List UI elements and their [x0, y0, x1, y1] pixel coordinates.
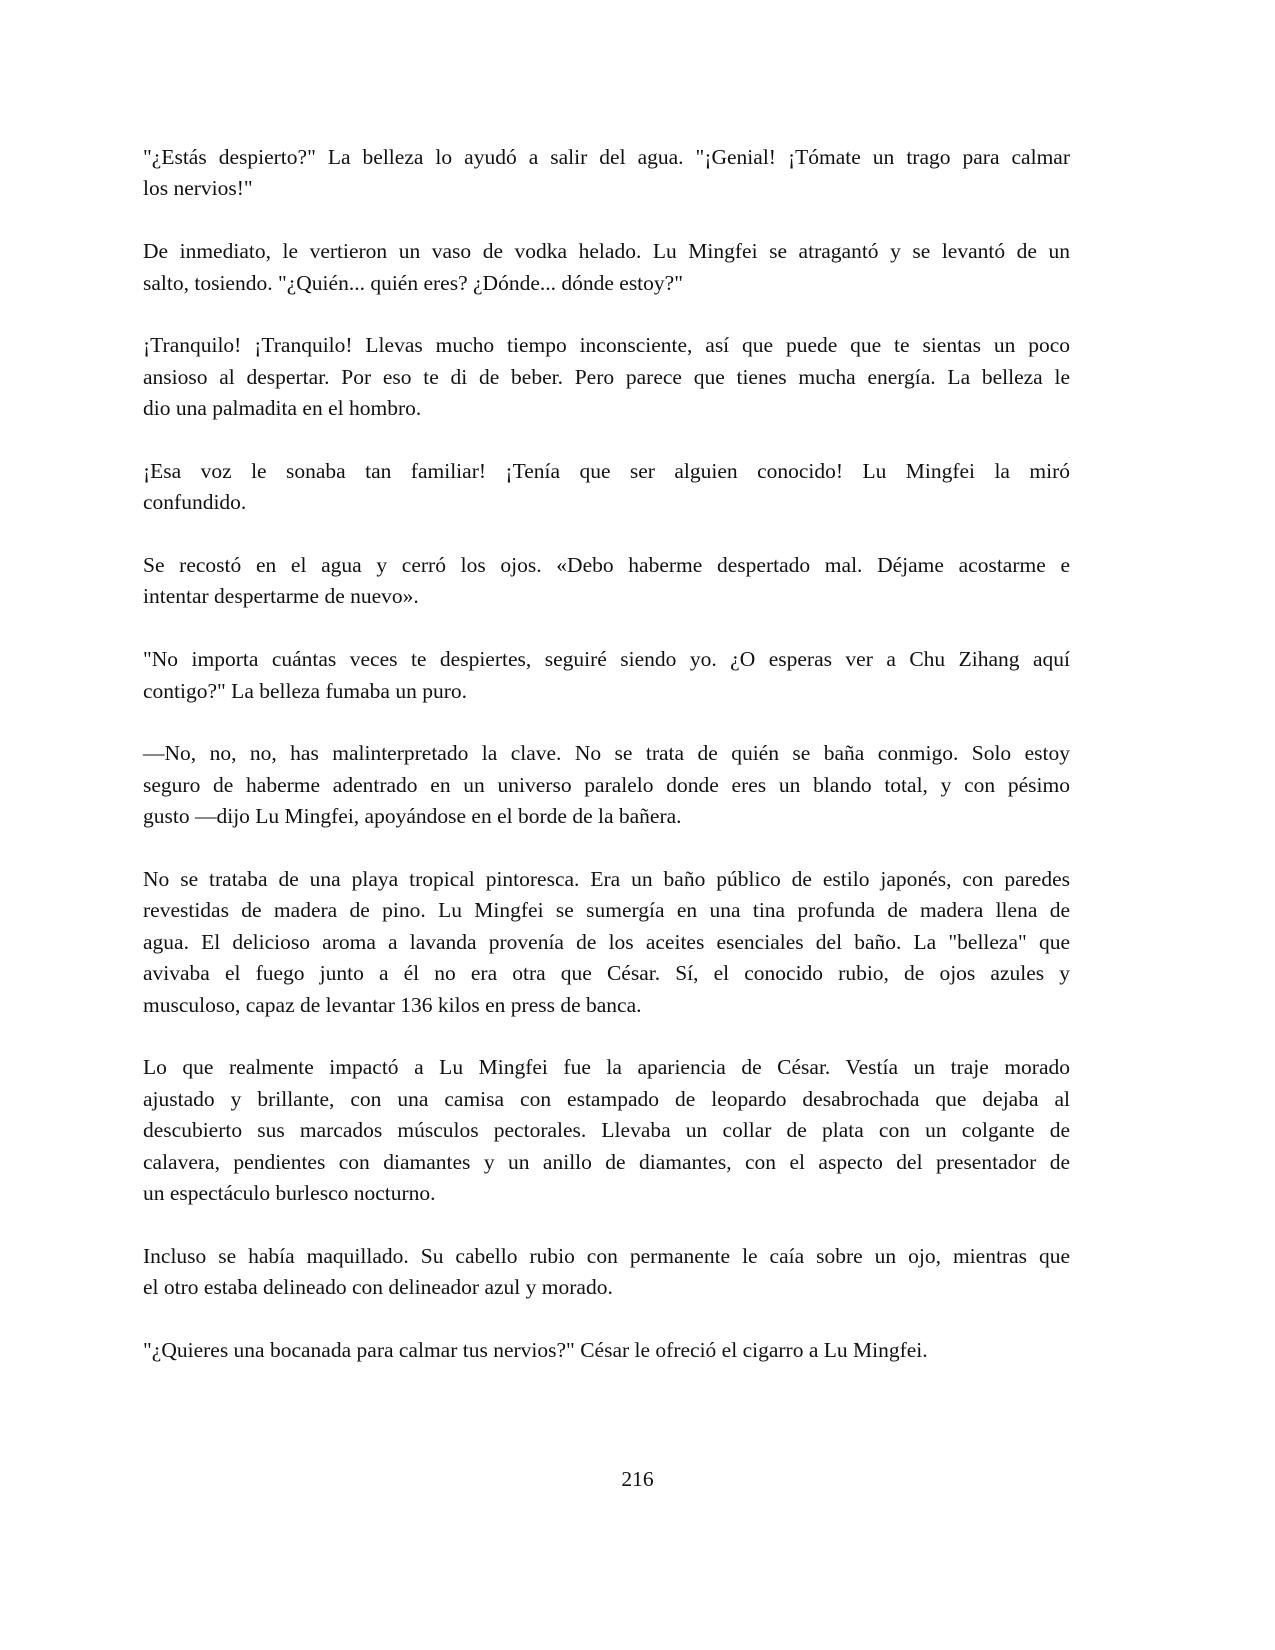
text-line: —No, no, no, has malinterpretado la clave. No se trata de quién se baña conmigo. Solo estoy — [143, 741, 1070, 766]
text-line: dio una palmadita en el hombro. — [143, 396, 422, 421]
text-line: ¡Tranquilo! ¡Tranquilo! Llevas mucho tiempo inconsciente, así que puede que te sientas un poco — [143, 333, 1070, 358]
paragraph — [143, 550, 1070, 613]
text-line: Se recostó en el agua y cerró los ojos. «Debo haberme despertado mal. Déjame acostarme e — [143, 553, 1070, 578]
paragraph — [143, 142, 1070, 205]
text-line: ¡Esa voz le sonaba tan familiar! ¡Tenía que ser alguien conocido! Lu Mingfei la miró — [143, 458, 1070, 483]
text-line: intentar despertarme de nuevo». — [143, 584, 419, 609]
paragraph — [143, 864, 1070, 1021]
text-line: Incluso se había maquillado. Su cabello rubio con permanente le caía sobre un ojo, mientras que — [143, 1243, 1070, 1268]
paragraph — [143, 1335, 1070, 1366]
text-line: ajustado y brillante, con una camisa con estampado de leopardo desabrochada que dejaba al — [143, 1086, 1070, 1111]
paragraph — [143, 644, 1070, 707]
text-line: revestidas de madera de pino. Lu Mingfei se sumergía en una tina profunda de madera llena de — [143, 898, 1070, 923]
paragraph — [143, 1241, 1070, 1304]
text-line: De inmediato, le vertieron un vaso de vodka helado. Lu Mingfei se atragantó y se levantó de un — [143, 239, 1070, 264]
text-line: "¿Estás despierto?" La belleza lo ayudó a salir del agua. "¡Genial! ¡Tómate un trago para calmar — [143, 145, 1070, 169]
text-line: contigo?" La belleza fumaba un puro. — [143, 678, 467, 703]
paragraph — [143, 738, 1070, 832]
text-line: No se trataba de una playa tropical pintoresca. Era un baño público de estilo japonés, con paredes — [143, 866, 1070, 891]
text-line: los nervios!" — [143, 176, 253, 201]
paragraph — [143, 456, 1070, 519]
text-line: ansioso al despertar. Por eso te di de beber. Pero parece que tienes mucha energía. La belleza le — [143, 364, 1070, 389]
page-body — [143, 142, 1070, 1398]
paragraph — [143, 1052, 1070, 1209]
text-line: confundido. — [143, 490, 247, 515]
page-number: 216 — [621, 1467, 654, 1491]
text-line: calavera, pendientes con diamantes y un anillo de diamantes, con el aspecto del presentador de — [143, 1149, 1070, 1174]
text-line: agua. El delicioso aroma a lavanda provenía de los aceites esenciales del baño. La "belleza" que — [143, 929, 1070, 954]
paragraph — [143, 236, 1070, 299]
text-line: avivaba el fuego junto a él no era otra que César. Sí, el conocido rubio, de ojos azules y — [143, 961, 1070, 986]
text-line: descubierto sus marcados músculos pectorales. Llevaba un collar de plata con un colgante de — [143, 1118, 1070, 1143]
text-line: un espectáculo burlesco nocturno. — [143, 1180, 436, 1205]
text-line: "No importa cuántas veces te despiertes, seguiré siendo yo. ¿O esperas ver a Chu Zihang aquí — [143, 647, 1070, 672]
text-line: "¿Quieres una bocanada para calmar tus nervios?" César le ofreció el cigarro a Lu Mingfei. — [143, 1337, 928, 1362]
text-line: salto, tosiendo. "¿Quién... quién eres? ¿Dónde... dónde estoy?" — [143, 270, 683, 295]
text-line: gusto —dijo Lu Mingfei, apoyándose en el borde de la bañera. — [143, 804, 682, 829]
text-line: seguro de haberme adentrado en un universo paralelo donde eres un blando total, y con pésimo — [143, 772, 1070, 797]
text-line: musculoso, capaz de levantar 136 kilos en press de banca. — [143, 992, 642, 1017]
text-line: Lo que realmente impactó a Lu Mingfei fue la apariencia de César. Vestía un traje morado — [143, 1055, 1070, 1080]
paragraph — [143, 330, 1070, 424]
text-line: el otro estaba delineado con delineador azul y morado. — [143, 1275, 613, 1300]
